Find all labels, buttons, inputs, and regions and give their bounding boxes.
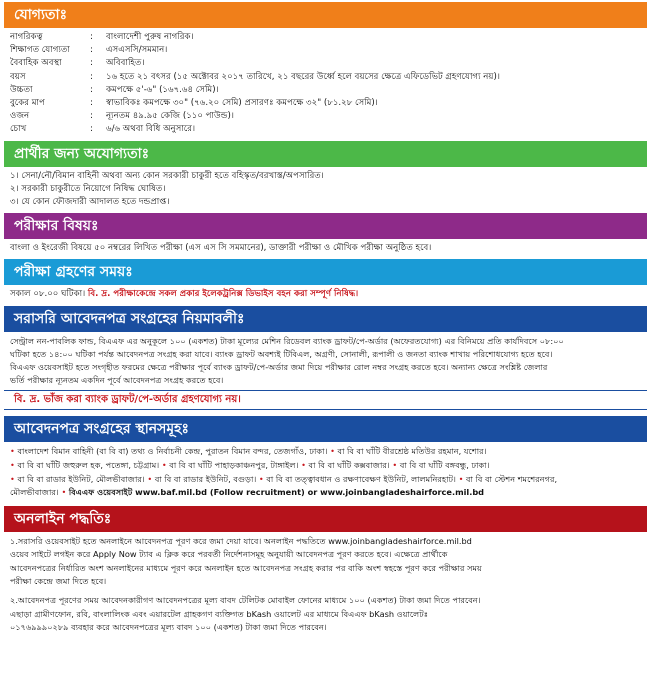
- online-section: [0, 532, 651, 635]
- bullet-icon: •: [301, 459, 306, 470]
- qualification-row: বুকের মাপ : স্বাভাবিকঃ কমপক্ষে ৩০" (৭৬.২০ সেমি) প্রসারণঃ কমপক্ষে ৩২" (৮১.২৮ সেমি)।: [10, 97, 643, 110]
- bullet-icon: •: [61, 487, 67, 498]
- exam-subjects-header: পরীক্ষার বিষয়ঃ: [4, 213, 647, 239]
- paragraph-line: ২.আবেদনপত্র পূরণের সময় আবেদনকারীগণ আবেদনপত্রের মূল্য বাবদ টেলিটক মোবাইল ফোনের মাধ্যমে ১০০ (একশত) টাকা জমা দিতে পারবেন।: [10, 595, 481, 606]
- exam-time-note: বি. দ্র. পরীক্ষাকেন্দ্রে সকল প্রকার ইলেকট্রনিক্স ডিভাইস বহন করা সম্পূর্ণ নিষিদ্ধ।: [87, 289, 359, 300]
- row-value: ন্যূনতম ৪৯.৯৫ কেজি (১১০ পাউন্ড)।: [106, 111, 234, 122]
- places-line: • বা বি বা ঘাঁটি জহুরুল হক, পতেঙ্গা, চট্টগ্রাম। • বা বি বা ঘাঁটি পাহাড়কাঞ্চনপুর, টাঙ্গাইল। • বা বি বা ঘাঁটি কক্সবাজার। • বা বি বা ঘাঁটি বঙ্গবন্ধু, ঢাকা।: [10, 459, 490, 470]
- exam-time-text: সকাল ০৮.০০ ঘটিকা।: [10, 289, 86, 300]
- paragraph-line: ভর্তি পরীক্ষার ন্যূনতম একদিন পূর্বে আবেদনপত্র সংগ্রহ করতে হবে।: [10, 375, 224, 386]
- paragraph-line: ওয়েব সাইটে লগইন করে Apply Now ট্যাব এ ক্লিক করে পরবর্তী নির্দেশনাসমূহ অনুযায়ী আবেদনপত্র পূরণ করতে হবে। এক্ষেত্রে প্রার্থীকে: [10, 549, 448, 560]
- collection-places-section: [0, 442, 651, 499]
- paragraph-line: ১.সরাসরি ওয়েবসাইট হতে অনলাইনে আবেদনপত্র পূরণ করে জমা দেয়া যাবে। অনলাইন পদ্ধতিতে www.joinbangladeshairforce.mil.bd: [10, 535, 472, 546]
- bullet-icon: •: [392, 459, 398, 470]
- disqualification-header: প্রার্থীর জন্য অযোগ্যতাঃ: [4, 141, 647, 167]
- qualification-row: বয়স : ১৬ হতে ২১ বৎসর (১৫ অক্টোবর ২০১৭ তারিখে, ২১ বছরের উর্ধ্বে হলে বয়সের ক্ষেত্রে এফিডেভিট গ্রহণযোগ্য নয়)।: [10, 71, 643, 84]
- bullet-icon: •: [161, 459, 167, 470]
- paragraph-line: সেন্ট্রাল নন-পাবলিক ফান্ড, বিএএফ এর অনুকূলে ১০০ (একশত) টাকা মূল্যের মেশিন রিডেবল ব্যাংক ড্রাফট/পে-অর্ডার (অফেরতযোগ্য) এর বিনিময়ে প্রতি কার্যদিবসে ০৮:০০: [10, 335, 564, 346]
- qualification-row: চোখ : ৬/৬ অথবা বিধি অনুসারে।: [10, 123, 643, 136]
- row-key: বৈবাহিক অবস্থা: [10, 58, 62, 69]
- row-value: অবিবাহিত।: [106, 58, 145, 69]
- bullet-icon: •: [258, 473, 264, 484]
- row-key: বুকের মাপ: [10, 97, 45, 108]
- row-key: উচ্চতা: [10, 84, 33, 95]
- list-item: ১। সেনা/নৌ/বিমান বাহিনী অথবা অন্য কোন সরকারী চাকুরী হতে বহিস্কৃত/বরখাস্ত/অপসারিত।: [10, 170, 324, 181]
- paragraph-line: আবেদনপত্রের নির্ধারিত অংশ অনলাইনের মাধ্যমে পূরণ করে অনলাইন হতে আবেদনপত্র সংগ্রহ করার পর বাকি অংশ স্বহস্তে পূরণ করে পরীক্ষার সময়: [10, 562, 482, 573]
- bullet-icon: •: [458, 473, 464, 484]
- collection-places-header: আবেদনপত্র সংগ্রহের স্থানসমূহঃ: [4, 416, 647, 442]
- places-line: • বা বি বা রাডার ইউনিট, মৌলভীবাজার। • বা বি বা রাডার ইউনিট, বগুড়া। • বা বি বা তত্ত্বাবধান ও রক্ষণাবেক্ষণ ইউনিট, লালমনিরহাট। • বা বি বা স্টেশন শমশেরনগর,: [10, 473, 558, 484]
- direct-collection-note: বি. দ্র. ভাঁজ করা ব্যাংক ড্রাফট/পে-অর্ডার গ্রহণযোগ্য নয়।: [4, 390, 647, 410]
- row-value: কমপক্ষে ৫'-৬" (১৬৭.৬৪ সেমি)।: [106, 84, 219, 95]
- direct-collection-header: সরাসরি আবেদনপত্র সংগ্রহের নিয়মাবলীঃ: [4, 306, 647, 332]
- paragraph-line: ০১৭৬৯৯৯০২৮৯ ব্যবহার করে আবেদনপত্রের মূল্য বাবদ ১০০ (একশত) টাকা জমা দিতে পারবেন।: [10, 622, 327, 633]
- paragraph-line: পরীক্ষা কেন্দ্রে জমা দিতে হবে।: [10, 575, 107, 586]
- row-value: বাংলাদেশী পুরুষ নাগরিক।: [106, 32, 194, 42]
- qualification-row: বৈবাহিক অবস্থা : অবিবাহিত।: [10, 57, 643, 70]
- places-line: • বাংলাদেশ বিমান বাহিনী (বা বি বা) তথ্য ও নির্বাচনী কেন্দ্র, পুরাতন বিমান বন্দর, তেজগাঁও, ঢাকা। • বা বি বা ঘাঁটি বীরশ্রেষ্ঠ মতিউর রহমান, যশোর।: [10, 446, 487, 457]
- row-value: ৬/৬ অথবা বিধি অনুসারে।: [106, 124, 196, 135]
- qualification-row: শিক্ষাগত যোগ্যতা : এসএসসি/সমমান।: [10, 44, 643, 57]
- qualification-row: উচ্চতা : কমপক্ষে ৫'-৬" (১৬৭.৬৪ সেমি)।: [10, 84, 643, 97]
- row-key: নাগরিকত্ব: [10, 32, 43, 42]
- qualification-row: ওজন : ন্যূনতম ৪৯.৯৫ কেজি (১১০ পাউন্ড)।: [10, 110, 643, 123]
- bullet-icon: •: [10, 459, 15, 470]
- qualification-row: নাগরিকত্ব : বাংলাদেশী পুরুষ নাগরিক।: [10, 31, 643, 44]
- row-value: স্বাভাবিকঃ কমপক্ষে ৩০" (৭৬.২০ সেমি) প্রসারণঃ কমপক্ষে ৩২" (৮১.২৮ সেমি)।: [106, 97, 378, 108]
- exam-time-section: [0, 285, 651, 301]
- row-value: এসএসসি/সমমান।: [106, 45, 168, 56]
- row-value: ১৬ হতে ২১ বৎসর (১৫ অক্টোবর ২০১৭ তারিখে, ২১ বছরের উর্ধ্বে হলে বয়সের ক্ষেত্রে এফিডেভিট গ্রহণযোগ্য নয়)।: [106, 71, 500, 82]
- list-item: ২। সরকারী চাকুরীতে নিয়োগে নিষিদ্ধ ঘোষিত।: [10, 183, 166, 194]
- exam-time-header: পরীক্ষা গ্রহণের সময়ঃ: [4, 259, 647, 285]
- places-line: মৌলভীবাজার। • বিএএফ ওয়েবসাইট www.baf.mil.bd (Follow recruitment) or www.joinbangladeshairforce.mil.bd: [10, 487, 485, 498]
- exam-subjects-text: বাংলা ও ইংরেজী বিষয়ে ৫০ নম্বরের লিখিত পরীক্ষা (এস এস সি সমমানের), ডাক্তারী পরীক্ষা ও মৌখিক পরীক্ষা অনুষ্ঠিত হবে।: [10, 243, 432, 254]
- list-item: ৩। যে কোন ফৌজদারী আদালত হতে দন্ডপ্রাপ্ত।: [10, 196, 170, 207]
- website-link[interactable]: বিএএফ ওয়েবসাইট www.baf.mil.bd (Follow recruitment) or www.joinbangladeshairforce.mil.bd: [68, 487, 485, 498]
- paragraph-line: ঘটিকা হতে ১৪:০০ ঘটিকা পর্যন্ত আবেদনপত্র সংগ্রহ করা যাবে। ব্যাংক ড্রাফট অবশ্যই টিবিএল, অগ্রণী, সোনালী, রূপালী ও জনতা ব্যাংক শাখায় পরিশোধযোগ্য হতে হবে।: [10, 348, 553, 359]
- qualification-header: যোগ্যতাঃ: [4, 2, 647, 28]
- online-header: অনলাইন পদ্ধতিঃ: [4, 506, 647, 532]
- row-key: বয়স: [10, 71, 26, 82]
- paragraph-line: এছাড়া গ্রামীণফোন, রবি, বাংলালিংক এবং এয়ারটেল গ্রাহকগণ ব্যক্তিগত bKash ওয়ালেট এর মাধ্যমে বিএএফ bKash ওয়ালেটঃ: [10, 608, 429, 619]
- bullet-icon: •: [147, 473, 153, 484]
- row-key: চোখ: [10, 124, 27, 135]
- disqualification-section: [0, 167, 651, 210]
- row-key: শিক্ষাগত যোগ্যতা: [10, 45, 70, 56]
- bullet-icon: •: [330, 446, 335, 457]
- bullet-icon: •: [10, 473, 15, 484]
- paragraph-line: বিএএফ ওয়েবসাইট হতে সংগৃহীত ফরমের ক্ষেত্রে পরীক্ষার পূর্বে ব্যাংক ড্রাফট/পে-অর্ডার জমা দিয়ে পরীক্ষার রোল নম্বর সংগ্রহ করতে হবে। অন্যান্য ক্ষেত্রে সংশ্লিষ্ট জেলার: [10, 361, 548, 372]
- direct-collection-section: [0, 332, 651, 388]
- bullet-icon: •: [10, 446, 15, 457]
- qualification-section: [0, 28, 651, 137]
- row-key: ওজন: [10, 111, 30, 122]
